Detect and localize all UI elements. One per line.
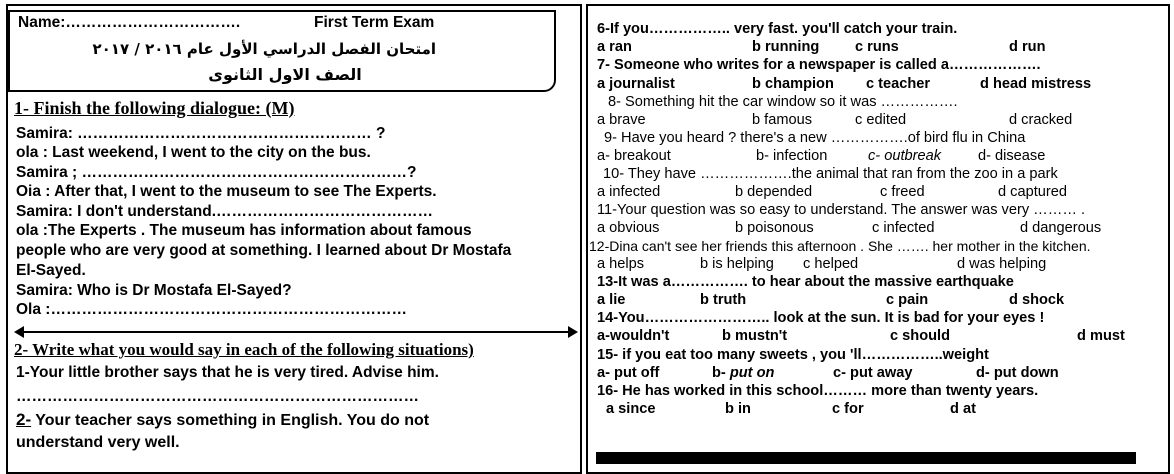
question-stem: 6-If you…………….. very fast. you'll catch your train. <box>597 21 958 37</box>
option: a- breakout <box>597 148 671 164</box>
dialogue-line: Ola :…………………………………………………………… <box>16 301 407 318</box>
option: b is helping <box>700 256 774 272</box>
option <box>712 365 774 381</box>
dialogue-line: Samira: I don't understand.…………………………………… <box>16 203 434 220</box>
option: d- disease <box>978 148 1046 164</box>
situation-question-2 <box>16 411 429 430</box>
option: b mustn't <box>722 328 788 344</box>
dialogue-line: Samira: Who is Dr Mostafa El-Sayed? <box>16 282 292 299</box>
option: c teacher <box>866 76 931 92</box>
question-stem: 12-Dina can't see her friends this afternoon . She ……. her mother in the kitchen. <box>589 238 1091 254</box>
section1-title: 1- Finish the following dialogue: (M) <box>14 98 295 118</box>
question-2-text-a: Your teacher says something in English. You do not <box>31 412 430 429</box>
option: d captured <box>998 184 1067 200</box>
arrow-right-head <box>568 326 578 338</box>
option: d shock <box>1009 292 1065 308</box>
option: c runs <box>855 39 899 55</box>
option: a journalist <box>597 76 675 92</box>
option: a lie <box>597 292 626 308</box>
question-stem: 7- Someone who writes for a newspaper is called a………………. <box>597 57 1041 73</box>
option: b- infection <box>756 148 828 164</box>
dialogue-line: ola : Last weekend, I went to the city on the bus. <box>16 144 371 161</box>
dialogue-line: Oia : After that, I went to the museum to see The Experts. <box>16 183 437 200</box>
dialogue-line: Samira: ………………………………………………… ? <box>16 125 386 142</box>
option: b depended <box>735 184 813 200</box>
option: c freed <box>880 184 925 200</box>
option: c for <box>832 401 864 417</box>
option: b champion <box>752 76 834 92</box>
exam-title: First Term Exam <box>314 14 435 31</box>
option: d- put down <box>976 365 1059 381</box>
answer-blank-line: …………………………………………………………………… <box>16 388 419 405</box>
option: d was helping <box>957 256 1047 272</box>
option: c- outbreak <box>868 148 942 164</box>
question-2-number: 2- <box>16 410 32 429</box>
option: c helped <box>803 256 859 272</box>
situation-question-1: 1-Your little brother says that he is very tired. Advise him. <box>16 364 439 381</box>
option: a since <box>606 401 656 417</box>
question-stem: 9- Have you heard ? there's a new …………….of bird flu in China <box>604 130 1026 146</box>
option: a- put off <box>597 365 660 381</box>
option: a obvious <box>597 220 660 236</box>
question-stem: 16- He has worked in this school……… more than twenty years. <box>597 383 1039 399</box>
option: c pain <box>886 292 929 308</box>
option: b truth <box>700 292 747 308</box>
question-stem: 10- They have ……………….the animal that ran from the zoo in a park <box>603 166 1058 182</box>
name-field-label: Name:……………………………. <box>18 14 241 31</box>
option: b famous <box>752 112 813 128</box>
section-divider-arrow <box>20 331 568 333</box>
question-stem: 13-It was a……………. to hear about the massive earthquake <box>597 274 1014 290</box>
dialogue-line: ola :The Experts . The museum has information about famous <box>16 222 472 239</box>
option-text: put on <box>729 365 775 381</box>
option: d must <box>1077 328 1125 344</box>
option: b running <box>752 39 820 55</box>
question-stem: 11-Your question was so easy to understand. The answer was very ……… . <box>597 202 1086 218</box>
question-stem: 8- Something hit the car window so it was ……………. <box>608 94 958 110</box>
option: a-wouldn't <box>597 328 670 344</box>
dialogue-line: El-Sayed. <box>16 262 86 279</box>
option: a brave <box>597 112 646 128</box>
arabic-grade-title: الصف الاول الثانوى <box>208 65 362 84</box>
option: b poisonous <box>735 220 814 236</box>
option: d dangerous <box>1020 220 1102 236</box>
option: a helps <box>597 256 645 272</box>
option: a infected <box>597 184 661 200</box>
option: c edited <box>855 112 907 128</box>
dialogue-line: people who are very good at something. I learned about Dr Mostafa <box>16 242 512 259</box>
option-prefix: b- <box>712 365 730 381</box>
section2-title: 2- Write what you would say in each of the following situations) <box>14 340 474 359</box>
question-2-text-b: understand very well. <box>16 434 180 451</box>
option-put-on <box>712 365 774 382</box>
arabic-term-title: امتحان الفصل الدراسي الأول عام ٢٠١٦ / ٢٠١٧ <box>92 40 436 58</box>
question-stem: 15- if you eat too many sweets , you 'll……………..weight <box>597 347 989 363</box>
option: d cracked <box>1009 112 1073 128</box>
option: b in <box>725 401 751 417</box>
option: c should <box>890 328 950 344</box>
option: d at <box>950 401 976 417</box>
dialogue-line: Samira ; ………………………………………………………? <box>16 164 417 181</box>
option: c infected <box>872 220 935 236</box>
option: a ran <box>597 39 632 55</box>
option: d run <box>1009 39 1046 55</box>
next-section-title-bar <box>596 452 1136 464</box>
question-stem: 14-You…………………….. look at the sun. It is bad for your eyes ! <box>597 310 1045 326</box>
option: c- put away <box>833 365 913 381</box>
option: d head mistress <box>980 76 1092 92</box>
